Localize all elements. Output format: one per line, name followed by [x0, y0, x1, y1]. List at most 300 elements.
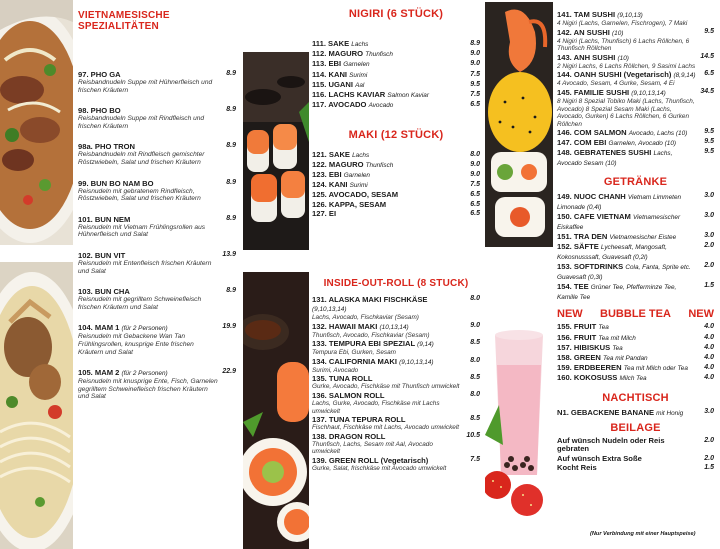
item-name-line: [557, 138, 696, 148]
item-note: Lycheesaft, Mangosaft, Kokosnusssaft, Guavesaft (0,2l): [557, 244, 667, 262]
item-price: 8.0: [470, 150, 480, 158]
item-name-line: [557, 364, 696, 374]
item-name: 102. BUN VIT: [78, 250, 126, 260]
item-name-line: [557, 148, 696, 168]
menu-item: [312, 432, 480, 456]
menu-item: [312, 50, 480, 60]
beilage-footnote: (Nur Verbindung mit einer Hauptspeise): [590, 531, 696, 537]
nigiri-photo: [243, 52, 309, 250]
item-price: 22.9: [222, 368, 236, 376]
item-name: 139. GREEN ROLL (Vegetarisch): [312, 455, 429, 465]
menu-item: [557, 232, 714, 242]
item-price: 4.0: [704, 364, 714, 372]
item-name: 112. MAGURO: [312, 49, 364, 59]
item-note: Garnelen: [343, 172, 370, 180]
item-name: 132. HAWAII MAKI: [312, 321, 378, 331]
item-price: 7.5: [470, 70, 480, 78]
item-name-line: [78, 70, 218, 79]
item-price: 14.5: [700, 52, 714, 60]
nigiri-list: [312, 40, 480, 111]
item-name: 98a. PHO TRON: [78, 142, 135, 152]
item-name-line: [557, 128, 696, 138]
item-name-line: [78, 251, 218, 260]
item-name: Auf wünsch Nudeln oder Reis gebraten: [557, 435, 665, 454]
item-name-line: [312, 456, 462, 465]
item-description: 8 Nigiri 8 Spezial Tobiko Maki (Lachs, Thunfisch, Avocado) 8 Spezial Sesam Maki (Lachs, Avocado, Gurken) 6 Lachs Röllchen, 6 Gurken Röllchen: [557, 97, 695, 128]
item-name: 156. FRUIT: [557, 332, 597, 342]
item-note: Thunfisch: [365, 51, 393, 59]
item-note: Lachs, Avocado Sesam (10): [557, 150, 673, 168]
item-price: 8.9: [226, 142, 236, 150]
menu-item: [78, 323, 236, 356]
item-name: 151. TRA DEN: [557, 232, 608, 242]
menu-item: [312, 181, 480, 191]
item-name: 158. GREEN: [557, 352, 601, 362]
item-name-line: [312, 101, 462, 111]
item-name: 135. TUNA ROLL: [312, 374, 373, 384]
vietnamese-list: [78, 70, 236, 401]
item-name: 160. KOKOSUSS: [557, 373, 618, 383]
menu-item: [312, 60, 480, 70]
item-note: Salmon Kaviar: [387, 91, 429, 99]
item-price: 9.5: [704, 27, 714, 35]
item-note: Lachs: [352, 151, 370, 159]
sushi-shrimp-photo: [485, 2, 553, 247]
item-name-line: [557, 334, 696, 344]
item-note: Garnelen: [343, 61, 370, 69]
menu-item: [312, 374, 480, 391]
inside-out-list: [312, 295, 480, 473]
menu-item: [557, 344, 714, 354]
item-note: Vietnam Limmeten Limonade (0,4l): [557, 194, 682, 212]
section-title-bubble-tea: BUBBLE TEA: [600, 308, 671, 321]
item-description: 2 Nigiri Lachs, 6 Lachs Röllchen, 9 Sasimi Lachs: [557, 62, 696, 70]
getraenke-list: [557, 192, 714, 302]
item-name: 159. ERDBEEREN: [557, 363, 622, 373]
item-name: 144. OANH SUSHI (Vegetarisch): [557, 70, 672, 80]
item-price: 6.5: [470, 209, 480, 217]
item-note: Cola, Fanta, Sprite etc. Guavesaft (0,3l): [557, 264, 691, 282]
section-title-vietnamese: VIETNAMESISCHE SPEZIALITÄTEN: [78, 10, 170, 32]
item-price: 9.5: [704, 148, 714, 156]
item-name: 114. KANI: [312, 69, 348, 79]
item-name: 123. EBI: [312, 170, 342, 180]
menu-item: [78, 251, 236, 275]
item-name: 154. TEE: [557, 282, 589, 292]
item-name: 111. SAKE: [312, 39, 350, 48]
item-description: Reisnudeln mit gebratenem Rindfleisch, Röstzwiebeln, Salat und frischen Kräutern: [78, 187, 201, 203]
item-price: 8.9: [470, 40, 480, 47]
item-price: 8.0: [470, 356, 480, 364]
item-name: 97. PHO GA: [78, 70, 121, 79]
bubble-tea-list: [557, 323, 714, 384]
pho-bowl-illustration: [0, 0, 73, 245]
item-price: 9.0: [470, 60, 480, 68]
item-name-line: [557, 53, 696, 63]
menu-item: [312, 171, 480, 181]
item-price: 3.0: [704, 232, 714, 240]
menu-item: [78, 142, 236, 166]
item-name-line: [557, 464, 696, 473]
item-name-line: [78, 368, 218, 378]
item-price: 9.5: [704, 138, 714, 146]
item-note: Milch Tea: [619, 375, 647, 383]
item-name-line: [312, 171, 462, 181]
item-note: (9,10,13): [617, 12, 643, 19]
item-note: (10): [617, 54, 629, 62]
menu-item: [557, 192, 714, 212]
item-note: (9,10,13,14): [631, 89, 666, 97]
menu-item: [557, 334, 714, 344]
item-name: 136. SALMON ROLL: [312, 390, 385, 400]
item-name-line: [557, 374, 696, 384]
item-name: 157. HIBISKUS: [557, 342, 611, 352]
menu-item: [557, 408, 714, 418]
item-price: 8.0: [470, 390, 480, 398]
item-name-line: [557, 232, 696, 242]
item-note: Vietnamesischer Eistee: [609, 234, 677, 242]
menu-item: [557, 53, 714, 71]
menu-item: [312, 91, 480, 101]
item-name-line: [78, 323, 218, 333]
menu-item: [557, 212, 714, 232]
item-name: 116. LACHS KAVIAR: [312, 89, 386, 99]
sets-column: [557, 10, 714, 473]
menu-item: [312, 210, 480, 219]
item-description: Reisnudeln mit Vietnam Frühlingsrollen aus Hühnerfleisch und Salat: [78, 223, 206, 239]
item-name-line: [557, 323, 696, 333]
menu-item: [78, 368, 236, 401]
item-price: 6.5: [470, 191, 480, 199]
item-note: (für 2 Personen): [121, 370, 168, 378]
item-name-line: [312, 50, 462, 60]
item-price: 8.9: [226, 70, 236, 77]
item-name: 117. AVOCADO: [312, 100, 367, 110]
item-price: 1.5: [704, 463, 714, 471]
item-name-line: [312, 71, 462, 81]
menu-item: [312, 40, 480, 50]
item-name: 131. ALASKA MAKI FISCHKÄSE: [312, 295, 428, 304]
item-description: Reisbandnudeln Suppe mit Hühnerfleisch und frischen Kräutern: [78, 79, 213, 94]
item-name-line: [557, 408, 696, 418]
item-name-line: [557, 212, 696, 232]
item-name-line: [312, 322, 462, 332]
item-description: Gurke, Avocado, Fischkäse mit Thunfisch umwickelt: [312, 383, 460, 391]
section-title-maki: MAKI (12 STÜCK): [348, 128, 444, 141]
section-title-nachtisch: NACHTISCH: [602, 391, 669, 404]
item-name: 104. MAM 1: [78, 323, 120, 333]
item-note: (10): [612, 29, 624, 37]
item-name-line: [312, 339, 462, 349]
section-title-getraenke: GETRÄNKE: [603, 176, 668, 189]
item-name-line: [312, 81, 462, 91]
item-name: 146. COM SALMON: [557, 128, 627, 138]
item-price: 9.0: [470, 160, 480, 168]
item-name: 147. COM EBI: [557, 138, 607, 148]
menu-item: [78, 179, 236, 203]
item-name-line: [557, 437, 696, 454]
item-name-line: [312, 181, 462, 191]
menu-item: [557, 10, 714, 28]
item-name-line: [312, 415, 462, 424]
item-name: 122. MAGURO: [312, 159, 364, 169]
item-description: Reisbandnudeln mit Rindfleisch gemischter Röstzwiebeln, Salat und frischen Kräutern: [78, 151, 205, 166]
menu-item: [312, 415, 480, 432]
item-name-line: [557, 242, 696, 262]
item-description: 4 Nigiri (Lachs, Thunfisch) 6 Lachs Röllchen, 6 Thunfisch Röllchen: [557, 37, 690, 53]
item-name-line: [312, 161, 462, 171]
item-name-line: [78, 287, 218, 296]
menu-item: [78, 287, 236, 311]
item-note: Garnelen, Avocado (10): [608, 140, 676, 148]
menu-item: [557, 28, 714, 53]
item-price: 7.5: [470, 455, 480, 463]
item-name: 138. DRAGON ROLL: [312, 431, 386, 441]
item-price: 8.9: [226, 178, 236, 186]
item-name: 141. TAM SUSHI: [557, 10, 616, 19]
menu-item: [557, 138, 714, 148]
item-name-line: [557, 192, 696, 212]
item-name: 126. KAPPA, SESAM: [312, 199, 387, 209]
item-price: 6.5: [704, 70, 714, 78]
item-note: (8,9,14): [673, 72, 696, 80]
item-name: Kocht Reis: [557, 462, 597, 472]
inside-out-column: [312, 278, 480, 473]
noodle-bowl-illustration: [0, 262, 73, 549]
item-name-line: [557, 70, 696, 80]
item-description: Reisnudeln mit knusprige Ente, Fisch, Garnelen gegrilltem Schweinefleisch frischen Kräutern und Salat: [78, 378, 218, 401]
menu-item: [312, 391, 480, 415]
noodle-photo-bottom: [0, 262, 73, 549]
item-price: 8.5: [470, 374, 480, 382]
pho-photo-top: [0, 0, 73, 245]
item-price: 8.0: [470, 295, 480, 302]
item-note: Avocado: [368, 102, 394, 110]
bubble-tea-photo: [485, 325, 553, 525]
item-description: Reisnudeln mit Gebackene Wan Tan Frühlingsrollen, knusprige Ente frischen Kräutern und Salat: [78, 333, 194, 356]
item-name-line: [78, 179, 218, 188]
menu-item: [557, 354, 714, 364]
item-name: 134. CALIFORNIA MAKI: [312, 356, 397, 366]
item-name: 103. BUN CHA: [78, 287, 130, 297]
item-price: 34.5: [700, 87, 714, 95]
item-name-line: [312, 40, 462, 50]
item-description: Reisnudeln mit Entenfleisch frischen Kräutern und Salat: [78, 259, 212, 275]
item-description: 4 Avocado, Sesam, 4 Gurke, Sesam, 4 Ei: [557, 80, 675, 88]
item-note: (9,10,13,14): [312, 306, 347, 313]
item-note: Tea: [612, 344, 623, 352]
menu-item: [312, 161, 480, 171]
item-name-line: [312, 374, 462, 383]
item-price: 8.5: [470, 415, 480, 423]
item-note: Vietnamesischer Eiskaffee: [557, 214, 681, 232]
maki-list: [312, 151, 480, 219]
beilage-list: [557, 437, 714, 473]
item-name: 155. FRUIT: [557, 322, 597, 332]
new-badge-right: NEW: [688, 308, 714, 321]
item-price: 13.9: [222, 250, 236, 258]
menu-item: [557, 88, 714, 128]
item-description: Fischhaut, Fischkäse mit Lachs, Avocado umwickelt: [312, 424, 460, 432]
item-name: Auf wünsch Extra Soße: [557, 453, 642, 463]
item-name-line: [312, 151, 462, 161]
section-title-beilage: BEILAGE: [610, 421, 661, 434]
item-name: 121. SAKE: [312, 149, 350, 159]
item-price: 4.0: [704, 323, 714, 331]
item-name: 105. MAM 2: [78, 368, 120, 378]
item-name-line: [312, 91, 462, 101]
bubble-tea-illustration: [485, 325, 553, 525]
menu-item: [557, 374, 714, 384]
item-price: 3.0: [704, 407, 714, 415]
item-price: 2.0: [704, 454, 714, 462]
item-description: Tempura Ebi, Gurken, Sesam: [312, 349, 396, 357]
item-name-line: [312, 210, 462, 219]
item-description: Reisnudeln mit gegrilltem Schweinefleisch frischen Kräutern und Salat: [78, 296, 202, 311]
item-price: 4.0: [704, 343, 714, 351]
item-description: Reisbandnudeln Suppe mit Rindfleisch und frischen Kräutern: [78, 115, 205, 130]
item-name: 113. EBI: [312, 59, 342, 69]
item-name: 115. UGANI: [312, 79, 353, 89]
item-price: 2.0: [704, 242, 714, 250]
menu-item: [557, 437, 714, 454]
item-name-line: [78, 142, 218, 151]
item-name: 124. KANI: [312, 180, 348, 190]
item-note: Tea: [598, 324, 609, 332]
item-description: Thunfisch, Lachs, Sesam mit Aal, Avocado umwickelt: [312, 440, 433, 456]
menu-item: [312, 101, 480, 111]
menu-item: [557, 282, 714, 302]
item-price: 3.0: [704, 212, 714, 220]
menu-item: [557, 148, 714, 168]
bubble-tea-header: [557, 308, 714, 320]
item-name: 145. FAMILIE SUSHI: [557, 87, 630, 97]
item-name-line: [78, 106, 218, 115]
item-price: 2.0: [704, 436, 714, 444]
inside-out-photo: [243, 272, 309, 549]
sushi-sets-list: [557, 10, 714, 168]
item-name: 137. TUNA TEPURA ROLL: [312, 415, 406, 425]
item-name: 101. BUN NEM: [78, 214, 131, 224]
menu-item: [557, 464, 714, 473]
item-name: N1. GEBACKENE BANANE: [557, 407, 655, 417]
menu-item: [312, 339, 480, 357]
item-price: 2.0: [704, 262, 714, 270]
item-name-line: [312, 60, 462, 70]
item-price: 6.5: [470, 200, 480, 208]
item-name-line: [557, 344, 696, 354]
menu-item: [312, 201, 480, 210]
item-note: Lachs: [351, 41, 369, 48]
item-price: 1.5: [704, 282, 714, 290]
item-name: 153. SOFTDRINKS: [557, 262, 624, 272]
vietnamese-column: [78, 10, 236, 413]
item-name-line: [557, 354, 696, 364]
item-note: Thunfisch: [365, 161, 394, 169]
item-note: Tea mit Milch oder Tea: [623, 365, 688, 373]
menu-item: [312, 357, 480, 375]
menu-item: [78, 215, 236, 239]
section-title-inside-out: INSIDE-OUT-ROLL (8 STUCK): [323, 278, 469, 289]
item-note: Tea mit Pandan: [603, 354, 648, 362]
item-price: 19.9: [222, 323, 236, 331]
menu-item: [557, 364, 714, 374]
menu-item: [312, 456, 480, 473]
item-description: Lachs, Avocado, Fischkaviar (Sesam): [312, 314, 419, 321]
item-price: 10.5: [466, 431, 480, 439]
menu-item: [78, 70, 236, 94]
item-note: Avocado, Lachs (10): [628, 130, 688, 138]
item-name-line: [557, 88, 696, 98]
item-price: 7.5: [470, 90, 480, 98]
item-price: 8.9: [226, 214, 236, 222]
item-name: 152. SÄFTE: [557, 242, 599, 252]
item-name-line: [557, 28, 696, 38]
item-name: 143. ANH SUSHI: [557, 52, 616, 62]
menu-item: [557, 262, 714, 282]
item-name-line: [312, 357, 462, 367]
item-price: 4.0: [704, 353, 714, 361]
sushi-column: [312, 8, 480, 219]
item-price: 6.5: [470, 101, 480, 109]
item-description: Lachs, Gurke, Avocado, Fischkäse mit Lachs umwickelt: [312, 399, 440, 415]
item-description: Thunfisch, Avocado, Fischkaviar (Sesam): [312, 331, 430, 339]
menu-item: [312, 151, 480, 161]
item-name-line: [312, 391, 462, 400]
item-name-line: [312, 295, 462, 314]
item-description: 4 Nigiri (Lachs, Garnelen, Fischrogen), 7 Maki: [557, 20, 688, 27]
item-note: (9,10,13,14): [399, 358, 434, 366]
item-price: 4.0: [704, 374, 714, 382]
item-name: 127. EI: [312, 208, 337, 218]
item-price: 8.5: [470, 339, 480, 347]
item-name: 99. BUN BO NAM BO: [78, 178, 154, 188]
new-badge-left: NEW: [557, 308, 583, 321]
item-name: 133. TEMPURA EBI SPEZIAL: [312, 339, 415, 349]
section-title-nigiri: NIGIRI (6 STÜCK): [348, 8, 444, 20]
item-price: 4.0: [704, 333, 714, 341]
item-name: 150. CAFE VIETNAM: [557, 212, 631, 222]
item-note: Aal: [355, 81, 365, 89]
item-price: 9.5: [470, 80, 480, 88]
item-name-line: [557, 262, 696, 282]
item-price: 9.0: [470, 50, 480, 58]
item-note: Surimi: [349, 71, 368, 79]
item-note: mit Honig: [656, 409, 684, 417]
item-price: 9.0: [470, 171, 480, 179]
item-note: Tea mit Milch: [598, 334, 636, 342]
item-name-line: [78, 215, 218, 224]
item-price: 9.5: [704, 128, 714, 136]
item-name: 142. AN SUSHI: [557, 27, 610, 37]
menu-item: [312, 295, 480, 322]
menu-item: [312, 322, 480, 340]
menu-item: [557, 128, 714, 138]
item-price: 9.0: [470, 321, 480, 329]
roll-illustration: [243, 272, 309, 549]
shrimp-roll-illustration: [485, 2, 553, 247]
nachtisch-list: [557, 408, 714, 418]
menu-item: [312, 81, 480, 91]
item-note: (10,13,14): [379, 323, 409, 331]
item-note: Grüner Tee, Pfefferminze Tee, Kamille Tee: [557, 284, 677, 302]
item-name: 148. GEBRATENES SUSHI: [557, 148, 652, 158]
item-description: Surimi, Avocado: [312, 366, 359, 374]
item-name: 98. PHO BO: [78, 106, 121, 116]
menu-item: [312, 71, 480, 81]
item-note: Surimi: [349, 182, 368, 190]
item-name-line: [557, 282, 696, 302]
